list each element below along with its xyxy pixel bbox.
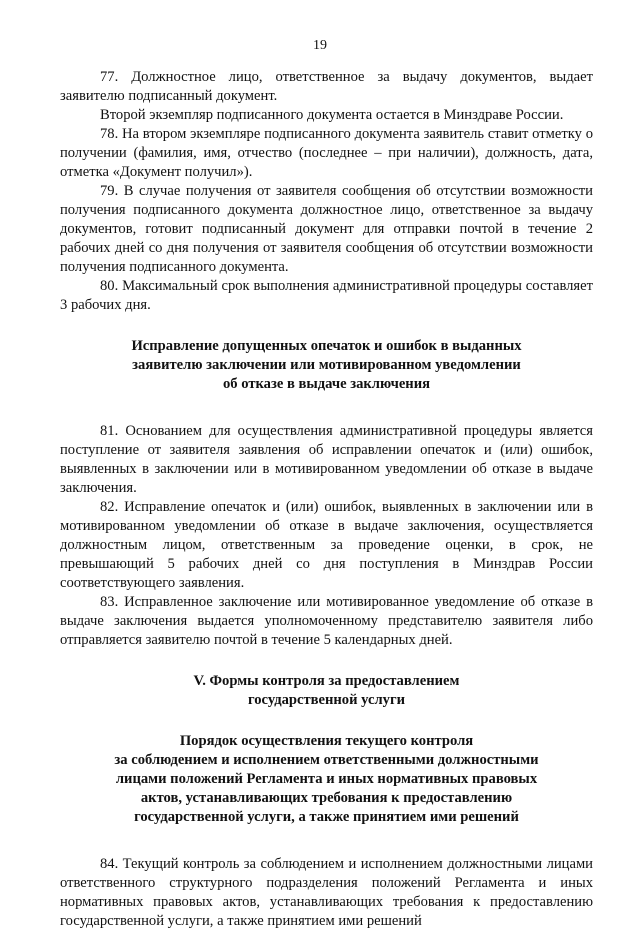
heading-line: лицами положений Регламента и иных нормативных правовых — [115, 771, 538, 787]
subsection-heading-current-control — [60, 732, 593, 827]
heading-line: за соблюдением и исполнением ответственными должностными — [114, 752, 539, 768]
heading-line: Порядок осуществления текущего контроля — [179, 733, 474, 749]
paragraph-79: 79. В случае получения от заявителя сообщения об отсутствии возможности получения подписанного документа должностное лицо, ответственное за выдачу документов, готовит подписанный документ для отправки почтой в течение 2 рабочих дней со дня получения от заявителя сообщения об отсутствии возможности получения подписанного документа. — [60, 183, 593, 275]
paragraph-83: 83. Исправленное заключение или мотивированное уведомление об отказе в выдаче заключения выдается уполномоченному представителю заявителя либо отправляется заявителю почтой в течение 5 календарных дней. — [60, 594, 593, 648]
heading-line: актов, устанавливающих требования к предоставлению — [140, 790, 513, 806]
paragraph-84: 84. Текущий контроль за соблюдением и исполнением должностными лицами ответственного структурного подразделения положений Регламента и иных нормативных правовых актов, устанавливающих требования к предоставлению государственной услуги, а также принятием ими решений — [60, 856, 593, 929]
heading-line: об отказе в выдаче заключения — [222, 376, 431, 392]
heading-line: государственной услуги — [247, 692, 406, 708]
heading-line: заявителю заключении или мотивированном уведомлении — [132, 357, 521, 373]
paragraph-78: 78. На втором экземпляре подписанного документа заявитель ставит отметку о получении (фамилия, имя, отчество (последнее – при наличии), должность, дата, отметка «Документ получил»). — [60, 126, 593, 180]
paragraph-77: 77. Должностное лицо, ответственное за выдачу документов, выдает заявителю подписанный документ. — [60, 69, 593, 104]
paragraph-81: 81. Основанием для осуществления административной процедуры является поступление от заявителя заявления об исправлении опечаток и (или) ошибок, выявленных в заключении или в мотивированном уведомлении об отказе в выдаче заключения. — [60, 423, 593, 496]
section-heading-corrections — [60, 337, 593, 394]
page-number: 19 — [313, 38, 327, 53]
paragraph-82: 82. Исправление опечаток и (или) ошибок, выявленных в заключении или в мотивированном уведомлении об отказе в выдаче заключения, осуществляется должностным лицом, ответственным за проведение оценки, в срок, не превышающий 5 рабочих дней со дня поступления в Минздрав России соответствующего заявления. — [60, 499, 593, 591]
heading-line: государственной услуги, а также принятием ими решений — [134, 809, 519, 825]
heading-line: Исправление допущенных опечаток и ошибок в выданных — [131, 338, 522, 354]
document-body — [60, 68, 593, 931]
paragraph-77-second-copy: Второй экземпляр подписанного документа остается в Минздраве России. — [100, 107, 564, 123]
heading-line: V. Формы контроля за предоставлением — [193, 673, 460, 689]
section-heading-v-control-forms — [60, 672, 593, 710]
paragraph-80: 80. Максимальный срок выполнения административной процедуры составляет 3 рабочих дня. — [60, 278, 593, 313]
